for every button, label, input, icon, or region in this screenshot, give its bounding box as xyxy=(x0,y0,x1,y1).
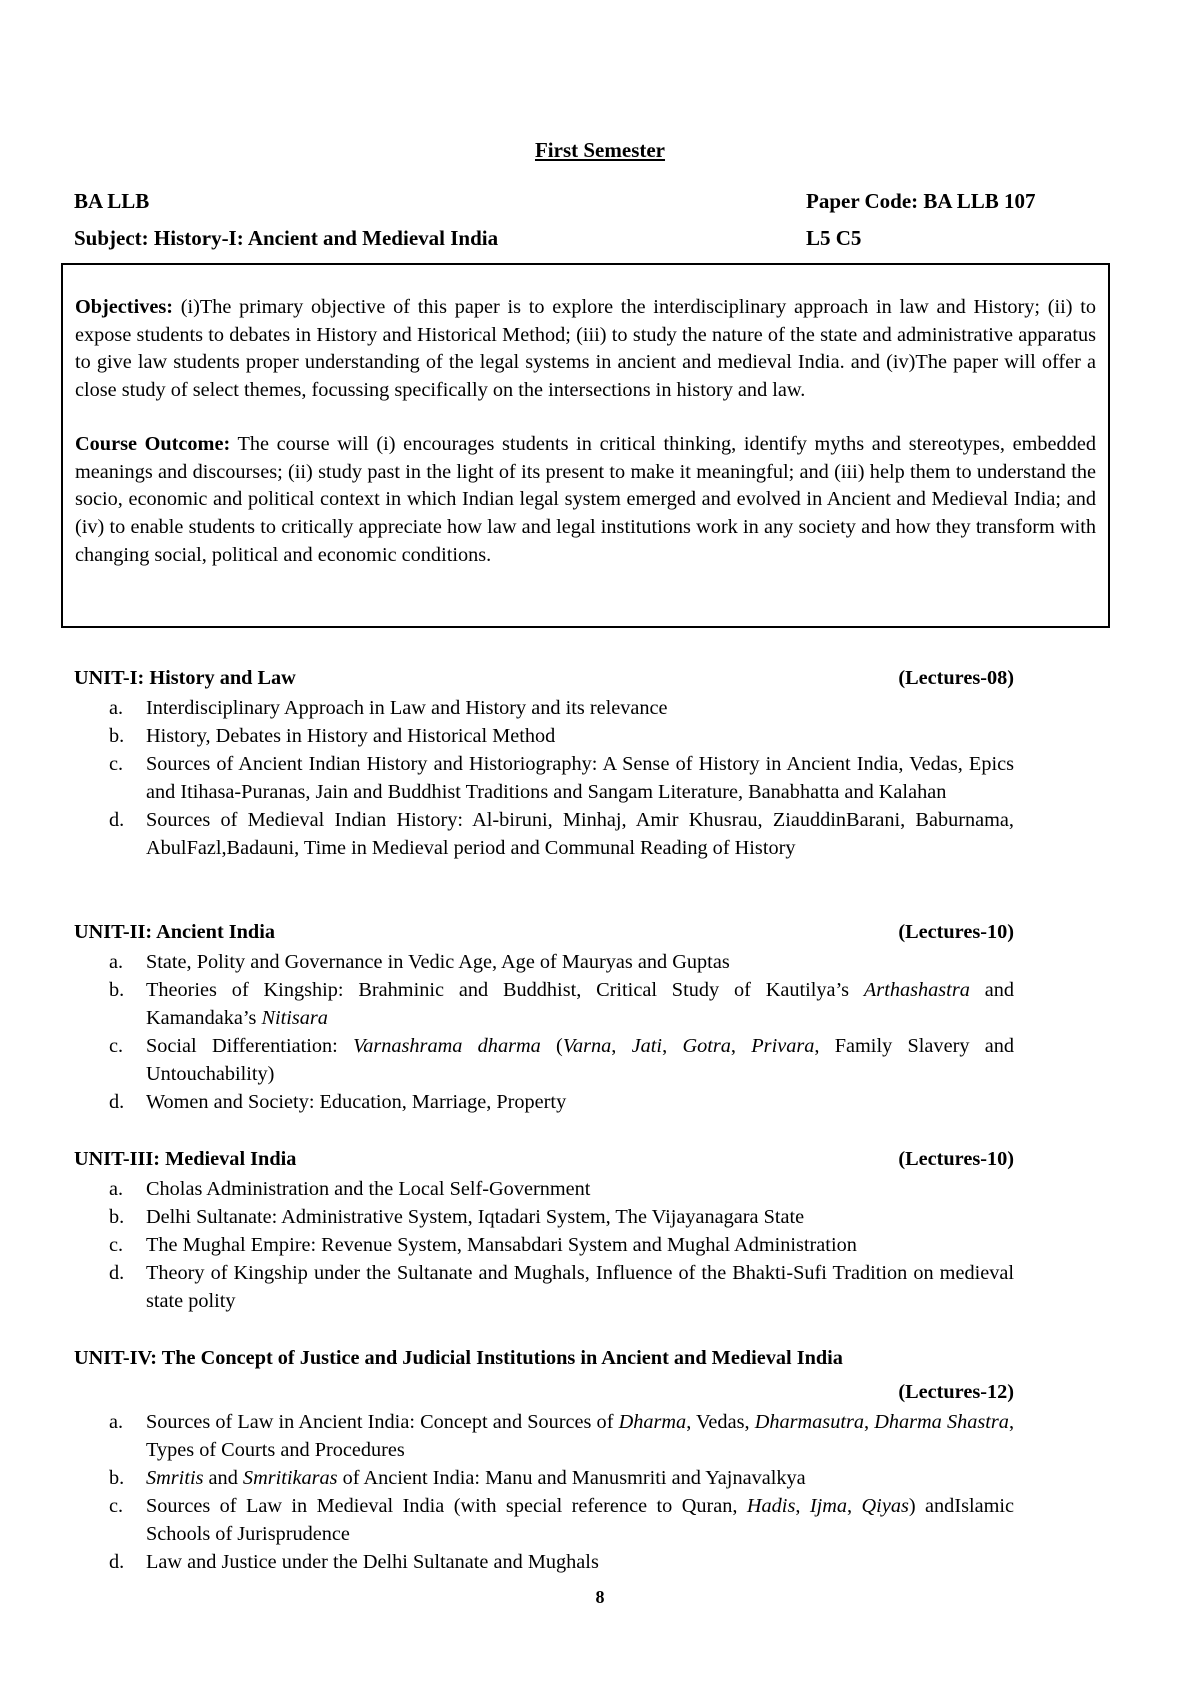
item-marker: a. xyxy=(109,697,124,719)
list-item xyxy=(74,1464,1014,1492)
list-item xyxy=(74,1492,1014,1548)
credits: L5 C5 xyxy=(806,226,862,250)
item-marker: b. xyxy=(109,1467,125,1489)
item-text-italic: Varnashrama dharma xyxy=(353,1035,541,1057)
objectives-paragraph xyxy=(75,294,1096,405)
unit-topics xyxy=(74,1175,1014,1315)
item-text-italic: Dharmasutra xyxy=(754,1411,864,1433)
list-item xyxy=(74,1408,1014,1464)
unit-topics xyxy=(74,1408,1014,1576)
item-text-part: ) andIslamic Schools of Jurisprudence xyxy=(146,1495,1015,1545)
item-marker: a. xyxy=(109,951,124,973)
unit-heading xyxy=(74,1145,1014,1173)
unit-2 xyxy=(74,918,1014,1116)
item-marker: c. xyxy=(109,753,124,775)
unit-lectures: (Lectures-08) xyxy=(898,667,1014,689)
objectives-label: Objectives: xyxy=(75,296,173,318)
item-text-part: Sources of Law in Ancient India: Concept and Sources of xyxy=(146,1411,619,1433)
objectives-text: (i)The primary objective of this paper is to explore the interdisciplinary approach in law and History; (ii) to expose students to debates in History and Historical Method; (iii) to study the nature of the state and administrative apparatus to give law students proper understanding of the legal systems in ancient and medieval India. and (iv)The paper will offer a close study of select themes, focussing specifically on the intersections in history and law. xyxy=(75,296,1096,402)
unit-3 xyxy=(74,1145,1014,1315)
subject-title: Subject: History-I: Ancient and Medieval India xyxy=(74,226,499,250)
unit-lectures: (Lectures-10) xyxy=(898,921,1014,943)
item-text: Cholas Administration and the Local Self-Government xyxy=(146,1178,591,1200)
item-text-part: , xyxy=(864,1411,875,1433)
list-item xyxy=(74,806,1014,862)
item-marker: a. xyxy=(109,1411,124,1433)
item-marker: a. xyxy=(109,1178,124,1200)
item-text-italic: Privara xyxy=(751,1035,815,1057)
item-text: Theory of Kingship under the Sultanate and Mughals, Influence of the Bhakti-Sufi Tradition on medieval state polity xyxy=(146,1262,1014,1312)
objectives-box xyxy=(61,263,1110,628)
item-text-part: , xyxy=(611,1035,632,1057)
item-text-part: , xyxy=(795,1495,810,1517)
paper-code: Paper Code: BA LLB 107 xyxy=(806,189,1036,213)
item-text-part: , Family Slavery and Untouchability) xyxy=(146,1035,1015,1085)
unit-1 xyxy=(74,664,1014,862)
item-text-part: and Kamandaka’s xyxy=(146,979,1014,1029)
item-text-part: Sources of Law in Medieval India (with special reference to Quran, xyxy=(146,1495,747,1517)
item-text: Law and Justice under the Delhi Sultanate and Mughals xyxy=(146,1551,599,1573)
outcome-label: Course Outcome: xyxy=(75,432,231,455)
item-text-italic: Gotra xyxy=(682,1035,731,1057)
unit-4 xyxy=(74,1344,1014,1576)
list-item xyxy=(74,1259,1014,1315)
item-marker: d. xyxy=(109,1262,125,1284)
item-text-italic: Dharma Shastra xyxy=(874,1411,1009,1433)
list-item xyxy=(74,750,1014,806)
unit-heading xyxy=(74,664,1014,692)
unit-lectures: (Lectures-12) xyxy=(898,1381,1014,1403)
item-text-italic: Smritis xyxy=(146,1467,204,1489)
item-text-italic: Smritikaras xyxy=(242,1467,338,1489)
item-text-part: , xyxy=(662,1035,683,1057)
unit-title: UNIT-II: Ancient India xyxy=(74,921,275,943)
outcome-text: The course will (i) encourages students in critical thinking, identify myths and stereotypes, embedded meanings and discourses; (ii) study past in the light of its present to make it meaningful; and (iii) help them to understand the socio, economic and political context in which Indian legal system emerged and evolved in Ancient and Medieval India; and (iv) to enable students to critically appreciate how law and legal institutions work in any society and how they transform with changing social, political and economic conditions. xyxy=(75,432,1096,566)
item-text: Sources of Medieval Indian History: Al-biruni, Minhaj, Amir Khusrau, ZiauddinBarani, Baburnama, AbulFazl,Badauni, Time in Medieval period and Communal Reading of History xyxy=(146,809,1014,859)
item-marker: b. xyxy=(109,979,125,1001)
item-text: The Mughal Empire: Revenue System, Mansabdari System and Mughal Administration xyxy=(146,1234,857,1256)
unit-topics xyxy=(74,948,1014,1116)
item-text-part: Social Differentiation: xyxy=(146,1035,354,1057)
item-marker: b. xyxy=(109,725,125,747)
unit-title: UNIT-III: Medieval India xyxy=(74,1148,297,1170)
item-text-part: , xyxy=(730,1035,752,1057)
item-text-italic: Qiyas xyxy=(861,1495,909,1517)
item-text-italic: Arthashastra xyxy=(863,979,970,1001)
item-text-part: , Types of Courts and Procedures xyxy=(146,1411,1015,1461)
list-item xyxy=(74,948,1014,976)
list-item xyxy=(74,1548,1014,1576)
unit-title: UNIT-I: History and Law xyxy=(74,667,296,689)
item-text-part: Theories of Kingship: Brahminic and Buddhist, Critical Study of Kautilya’s xyxy=(146,979,864,1001)
item-text-part: , Vedas, xyxy=(686,1411,755,1433)
item-text: State, Polity and Governance in Vedic Age, Age of Mauryas and Guptas xyxy=(146,951,730,973)
item-text-italic: Hadis xyxy=(746,1495,796,1517)
list-item xyxy=(74,1032,1014,1088)
item-text-italic: Jati xyxy=(631,1035,663,1057)
list-item xyxy=(74,1175,1014,1203)
item-marker: c. xyxy=(109,1035,124,1057)
page-title: First Semester xyxy=(534,138,666,162)
item-marker: c. xyxy=(109,1495,124,1517)
item-text-italic: Dharma xyxy=(618,1411,687,1433)
item-text-part: and xyxy=(203,1467,243,1489)
item-text-part: ( xyxy=(540,1035,563,1057)
item-marker: b. xyxy=(109,1206,125,1228)
list-item xyxy=(74,694,1014,722)
item-text: Sources of Ancient Indian History and Historiography: A Sense of History in Ancient India, Vedas, Epics and Itihasa-Puranas, Jain and Buddhist Traditions and Sangam Literature, Banabhatta and Kalahan xyxy=(146,753,1014,803)
item-text: Interdisciplinary Approach in Law and History and its relevance xyxy=(146,697,668,719)
item-text-part: of Ancient India: Manu and Manusmriti and Yajnavalkya xyxy=(337,1467,806,1489)
unit-topics xyxy=(74,694,1014,862)
item-text-italic: Ijma xyxy=(809,1495,848,1517)
item-marker: c. xyxy=(109,1234,124,1256)
list-item xyxy=(74,976,1014,1032)
unit-lectures: (Lectures-10) xyxy=(898,1148,1014,1170)
item-text-italic: Nitisara xyxy=(261,1007,328,1029)
item-text-part: , xyxy=(847,1495,862,1517)
outcome-paragraph xyxy=(75,431,1096,570)
item-text-italic: Varna xyxy=(562,1035,612,1057)
item-text: History, Debates in History and Historical Method xyxy=(146,725,556,747)
item-marker: d. xyxy=(109,809,125,831)
program-name: BA LLB xyxy=(74,189,150,213)
item-text: Delhi Sultanate: Administrative System, Iqtadari System, The Vijayanagara State xyxy=(146,1206,805,1228)
list-item xyxy=(74,1088,1014,1116)
list-item xyxy=(74,722,1014,750)
unit-heading xyxy=(74,918,1014,946)
page-number: 8 xyxy=(595,1587,605,1607)
item-text: Women and Society: Education, Marriage, Property xyxy=(146,1091,567,1113)
list-item xyxy=(74,1203,1014,1231)
list-item xyxy=(74,1231,1014,1259)
item-marker: d. xyxy=(109,1551,125,1573)
item-marker: d. xyxy=(109,1091,125,1113)
unit-title: UNIT-IV: The Concept of Justice and Judicial Institutions in Ancient and Medieval India xyxy=(74,1347,843,1369)
